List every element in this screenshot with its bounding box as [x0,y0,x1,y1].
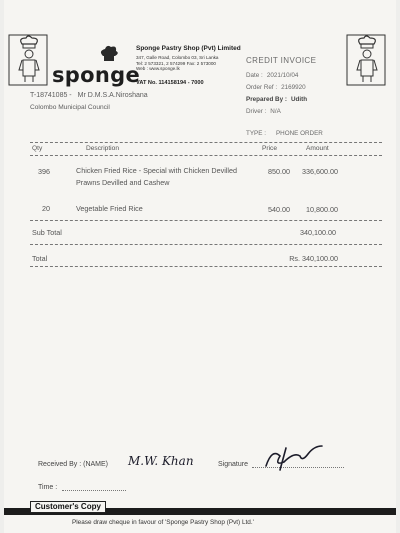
header-description: Description [86,145,119,152]
order-type-label: TYPE : [246,130,266,137]
total-label: Total [32,254,48,263]
customer-line [30,92,148,99]
handwritten-signature [260,444,330,474]
received-by-handwriting [126,450,216,472]
invoice-order-ref [246,84,306,91]
header-amount: Amount [306,145,329,152]
table-header-rule [30,155,382,156]
row-2-price: 540.00 [268,205,290,214]
time-dotted-line [62,490,126,491]
order-type [246,130,323,137]
invoice-date-label: Date : [246,72,263,79]
invoice-date-value: 2021/10/04 [266,72,299,79]
invoice-driver [246,108,281,115]
company-vat: VAT No. 114158194 - 7000 [136,80,204,86]
time-label: Time : [38,484,58,491]
chef-stamp-icon [346,34,386,86]
total-bottom-rule [30,266,382,267]
prepared-by-value: Udith [290,96,308,103]
row-1-price: 850.00 [268,167,290,176]
order-type-value: PHONE ORDER [275,130,323,137]
row-2-description: Vegetable Fried Rice [76,204,143,213]
payment-note: Please draw cheque in favour of 'Sponge Pastry Shop (Pvt) Ltd.' [72,519,254,526]
order-ref-label: Order Ref : [246,84,278,91]
row-1-amount: 336,600.00 [302,167,338,176]
company-name: Sponge Pastry Shop (Pvt) Limited [136,45,241,52]
table-top-rule [30,142,382,143]
row-2-qty: 20 [42,204,50,213]
invoice-date [246,72,298,79]
signature-label: Signature [218,461,248,468]
chef-stamp-icon [8,34,48,86]
company-phone: Tel: 2 573321, 2 574299 Fax: 2 573000 [136,60,216,66]
driver-value: N/A [270,108,281,115]
invoice-title: CREDIT INVOICE [246,56,317,65]
company-web: Web : www.sponge.lk [136,66,180,72]
customer-code: T-18741085 - [30,92,72,99]
driver-label: Driver : [246,108,267,115]
row-1-qty: 396 [38,167,50,176]
row-2-amount: 10,800.00 [306,205,338,214]
received-by-name: M.W. Khan [128,454,194,468]
total-value: Rs. 340,100.00 [289,254,338,263]
subtotal-label: Sub Total [32,228,62,237]
customers-copy-label: Customer's Copy [30,501,106,513]
row-1-description: Chicken Fried Rice - Special with Chicken Devilled Prawns Devilled and Cashew [76,166,237,187]
prepared-by-label: Prepared By : [246,96,287,103]
company-address: 347, Galle Road, Colombo 03, Sri Lanka [136,55,219,60]
header-qty: Qty [32,145,43,152]
received-by-label: Received By : (NAME) [38,461,109,468]
customer-name: Mr D.M.S.A.Niroshana [77,92,148,99]
company-logo-wordmark: sponge [52,63,140,87]
subtotal-value: 340,100.00 [300,228,336,237]
customer-organization: Colombo Municipal Council [30,104,110,111]
chef-hat-logo-icon [98,44,120,64]
subtotal-top-rule [30,220,382,221]
header-price: Price [262,145,278,152]
company-contact [136,55,218,72]
order-ref-value: 2169920 [281,84,306,91]
invoice-prepared-by [246,96,307,103]
total-top-rule [30,244,382,245]
